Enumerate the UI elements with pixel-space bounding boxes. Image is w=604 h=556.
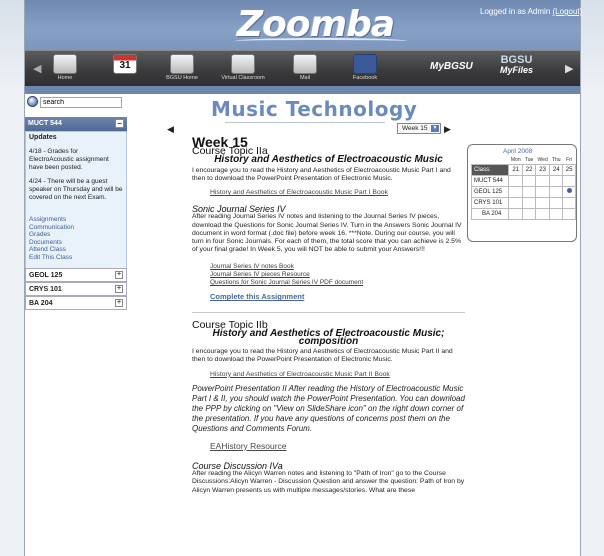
myfiles-top-label: BGSU xyxy=(500,54,533,66)
sidebar xyxy=(25,94,127,514)
link-assignments[interactable]: Assignments xyxy=(29,216,67,223)
section-title: Sonic Journal Series IV xyxy=(192,204,286,215)
sidebar-course-muct544[interactable] xyxy=(25,117,127,131)
search-input[interactable] xyxy=(40,97,122,108)
resource-link[interactable]: Journal Series IV pieces Resource xyxy=(210,271,310,279)
home-icon xyxy=(53,54,77,74)
update-item: 4/18 - Grades for ElectroAcoustic assignment have been posted. xyxy=(29,148,109,171)
book-link[interactable]: History and Aesthetics of Electroacoustic Music Part II Book xyxy=(210,370,390,378)
classroom-icon xyxy=(231,54,255,74)
collapse-icon[interactable]: − xyxy=(115,119,124,128)
toolbar-classroom-button[interactable] xyxy=(221,53,265,85)
zoomba-logo[interactable]: Zoomba xyxy=(237,4,395,45)
week-select[interactable] xyxy=(397,123,441,134)
section-body: After reading Journal Series IV notes and listening to the Journal Series IV pieces, download the Questions for Sonic Journal Series IV. Turn in the Answers Sonic Journal IV document in word format (.doc file) before week 16. ***Note. During our course, you will turn in four Sonic Journals. For each of them, the total score that you can achieve is 2.5% of your final grade! In Week 5, you will NOT be able to submit your Answers!!! xyxy=(192,213,462,254)
week-content xyxy=(192,134,465,495)
toolbar-right-arrow-icon[interactable]: ▶ xyxy=(565,63,574,75)
sidebar-course-geol125[interactable] xyxy=(25,268,127,282)
toolbar-facebook-label: Facebook xyxy=(352,75,378,81)
course-links xyxy=(29,216,123,261)
update-item: 4/24 - There will be a guest speaker on Thursday and will be covered on the next Exam. xyxy=(29,178,123,201)
topic-body: I encourage you to read the History and Aesthetics of Electroacoustic Music Part I and then to download the PowerPoint Presentation of Electronic Music. xyxy=(192,166,451,182)
day-header: Thu xyxy=(551,157,561,164)
date-cell: 21 xyxy=(509,164,523,175)
calendar-title[interactable]: April 2008 xyxy=(503,148,533,155)
prev-week-arrow-icon[interactable]: ◀ xyxy=(167,124,174,134)
logo-swoosh xyxy=(235,38,407,44)
topic-body: I encourage you to read the History and Aesthetics of Electroacoustic Music Part II and then to download the PowerPoint Presentation of Electronic Music. xyxy=(192,348,453,364)
login-text: Logged in as Admin xyxy=(480,7,551,16)
date-cell: 23 xyxy=(536,164,550,175)
page-title: Music Technology xyxy=(211,97,418,121)
link-documents[interactable]: Documents xyxy=(29,238,62,246)
toolbar-mybgsu-link[interactable]: MyBGSU xyxy=(430,61,473,72)
toolbar-bgsu-home-label: BGSU Home xyxy=(166,75,198,81)
updates-title: Updates xyxy=(29,134,57,141)
link-grades[interactable]: Grades xyxy=(29,231,51,238)
myfiles-bottom-label: MyFiles xyxy=(500,65,534,75)
divider xyxy=(192,312,465,313)
book-link[interactable]: History and Aesthetics of Electroacoustic Music Part I Book xyxy=(210,189,388,197)
resource-links xyxy=(210,263,465,287)
app-toolbar xyxy=(25,50,580,86)
date-cell: 24 xyxy=(550,164,563,175)
topic-subheading: History and Aesthetics of Electroacoustic Music xyxy=(214,154,443,166)
course-title: GEOL 125 xyxy=(29,272,63,279)
section-title: Course Discussion IVa xyxy=(192,461,283,472)
toolbar-mail-label: Mail xyxy=(299,75,311,81)
topic-heading: Course Topic IIb xyxy=(192,318,268,331)
toolbar-classroom-label: Virtual Classroom xyxy=(221,75,265,81)
header xyxy=(25,0,583,50)
sub-bar xyxy=(25,86,580,94)
resource-link[interactable]: Journal Series IV notes Book xyxy=(210,263,294,271)
sidebar-course-crys101[interactable] xyxy=(25,282,127,296)
next-week-arrow-icon[interactable]: ▶ xyxy=(444,124,451,134)
resource-link[interactable]: Questions for Sonic Journal Series IV PDF document xyxy=(210,279,364,287)
toolbar-facebook-button[interactable] xyxy=(343,53,387,85)
week-heading: Week 15 xyxy=(192,134,248,150)
bgsu-home-icon xyxy=(170,54,194,74)
calendar-class[interactable]: BA 204 xyxy=(472,208,509,219)
event-dot-icon[interactable] xyxy=(567,188,572,193)
resource-link[interactable]: EAHistory Resource xyxy=(210,440,287,451)
search-icon[interactable] xyxy=(27,96,38,107)
sidebar-course-ba204[interactable] xyxy=(25,296,127,310)
updates-panel xyxy=(25,131,127,274)
day-header: Mon xyxy=(510,157,521,164)
main-content xyxy=(165,94,465,556)
expand-icon[interactable]: + xyxy=(116,299,122,306)
logout-link[interactable]: (Logout) xyxy=(552,7,583,16)
calendar-class[interactable]: CRYS 101 xyxy=(472,197,509,208)
course-title: CRYS 101 xyxy=(29,286,62,293)
class-header: Class: xyxy=(472,164,509,175)
day-header: Wed xyxy=(537,157,548,164)
course-title: BA 204 xyxy=(29,300,53,307)
day-header: Tue xyxy=(524,157,534,164)
calendar-grid xyxy=(471,157,576,220)
mail-icon xyxy=(293,54,317,74)
link-attend-class[interactable]: Attend Class xyxy=(29,246,66,253)
link-communication[interactable]: Communication xyxy=(29,223,75,231)
complete-assignment-link[interactable]: Complete this Assignment xyxy=(210,292,305,302)
presentation-text: PowerPoint Presentation II After reading the History of Electroacoustic Music Part I & II, you should watch the PowerPoint Presentation. You can download the PPP by clicking on "View on SlideShare icon" on the right down corner of the presentation. If you have any questions of concerns post them on the Questions and Comments Forum. xyxy=(192,383,465,433)
expand-icon[interactable]: + xyxy=(116,285,122,292)
calendar-class[interactable]: GEOL 125 xyxy=(472,186,509,197)
search-row xyxy=(27,96,123,108)
link-edit-class[interactable]: Edit This Class xyxy=(29,253,73,261)
facebook-icon xyxy=(353,54,377,74)
course-title: MUCT 544 xyxy=(28,120,62,127)
expand-icon[interactable]: + xyxy=(116,271,122,278)
date-cell: 22 xyxy=(523,164,536,175)
toolbar-bgsu-home-button[interactable] xyxy=(160,53,204,85)
day-header: Fri xyxy=(566,157,572,164)
class-calendar xyxy=(467,144,577,242)
login-status xyxy=(480,7,582,16)
toolbar-calendar-button[interactable] xyxy=(103,53,147,85)
topic-heading: Course Topic IIa xyxy=(192,145,268,158)
section-body: After reading the Alicyn Warren notes and listening to "Path of Iron" go to the Course Discussions:Alicyn Warren - Discussion Question and answer the question: Path of Iron by Alicyn Warren presents us with multiple messages/stories. What are these xyxy=(192,470,465,494)
week-select-value: Week 15 xyxy=(402,125,428,132)
toolbar-left-arrow-icon[interactable]: ◀ xyxy=(33,63,42,75)
toolbar-home-label: Home xyxy=(57,75,73,81)
toolbar-myfiles-link[interactable] xyxy=(500,55,533,75)
date-cell: 25 xyxy=(563,164,576,175)
chevron-down-icon: ▼ xyxy=(432,125,438,131)
calendar-icon: 31 xyxy=(113,54,137,74)
toolbar-mail-button[interactable] xyxy=(283,53,327,85)
page-frame xyxy=(24,0,581,556)
calendar-class[interactable]: MUCT 544 xyxy=(472,175,509,186)
toolbar-home-button[interactable] xyxy=(43,53,87,85)
topic-subheading: History and Aesthetics of Electroacoustic Music; composition xyxy=(212,327,445,348)
